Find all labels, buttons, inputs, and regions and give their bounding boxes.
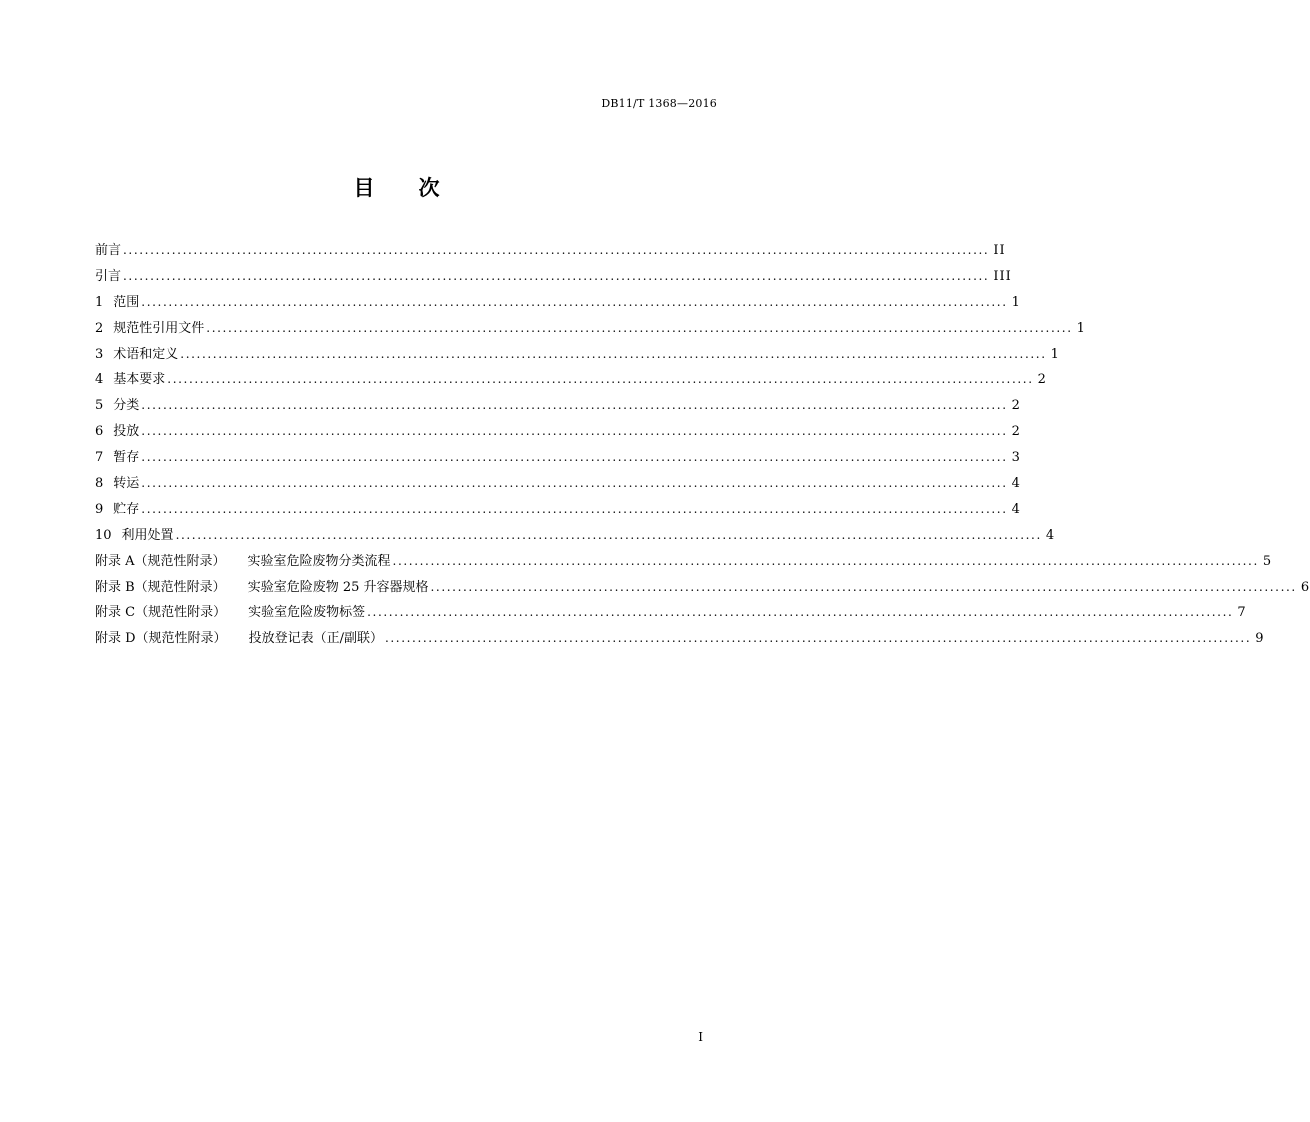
toc-entry-title: 附录 A（规范性附录） <box>95 553 226 569</box>
toc-entry-title: 术语和定义 <box>113 346 179 362</box>
toc-entry-number: 7 <box>95 450 104 466</box>
toc-entry-page: 2 <box>1037 372 1047 388</box>
toc-entry-number: 2 <box>95 320 104 336</box>
toc-entry[interactable] <box>95 549 1273 575</box>
toc-entry-page: 1 <box>1011 294 1021 310</box>
toc-entry-number: 3 <box>95 346 104 362</box>
toc-entry[interactable] <box>95 497 1021 523</box>
toc-entry-title: 转运 <box>113 476 140 492</box>
toc-entry[interactable] <box>95 575 1310 601</box>
toc-dot-leader: ................................................................................................................................................................ <box>392 553 1259 568</box>
page-number: I <box>698 1030 703 1044</box>
toc-dot-leader: ................................................................................................................................................................ <box>123 268 990 283</box>
toc-dot-leader: ................................................................................................................................................................ <box>206 320 1073 335</box>
toc-entry-number: 9 <box>95 501 104 517</box>
toc-entry-page: 4 <box>1045 527 1056 543</box>
toc-entry[interactable] <box>95 471 1021 497</box>
toc-entry-page: 2 <box>1011 424 1021 440</box>
table-of-contents <box>95 238 1310 652</box>
toc-dot-leader: ................................................................................................................................................................ <box>141 294 1008 309</box>
toc-dot-leader: ................................................................................................................................................................ <box>141 398 1008 413</box>
toc-entry-title: 贮存 <box>113 501 140 517</box>
toc-dot-leader: ................................................................................................................................................................ <box>141 450 1008 465</box>
toc-entry-title: 引言 <box>95 268 122 284</box>
toc-entry[interactable] <box>95 523 1056 549</box>
toc-entry[interactable] <box>95 290 1021 316</box>
toc-entry[interactable] <box>95 367 1047 393</box>
toc-entry[interactable] <box>95 238 1006 264</box>
toc-dot-leader: ................................................................................................................................................................ <box>430 579 1297 594</box>
toc-dot-leader: ................................................................................................................................................................ <box>175 527 1042 542</box>
toc-entry-subtitle: 实验室危险废物标签 <box>248 605 366 621</box>
toc-entry-title: 规范性引用文件 <box>113 320 205 336</box>
toc-entry-page: III <box>993 268 1012 284</box>
toc-entry-title: 分类 <box>113 398 140 414</box>
toc-dot-leader: ................................................................................................................................................................ <box>180 346 1047 361</box>
document-code: DB11/T 1368—2016 <box>601 97 717 110</box>
toc-entry-title: 利用处置 <box>121 527 174 543</box>
toc-entry-page: 1 <box>1076 320 1086 336</box>
toc-entry-title: 附录 B（规范性附录） <box>95 579 226 595</box>
toc-entry[interactable] <box>95 445 1021 471</box>
toc-dot-leader: ................................................................................................................................................................ <box>167 372 1034 387</box>
toc-entry-page: 1 <box>1050 346 1060 362</box>
toc-entry-page: 2 <box>1011 398 1021 414</box>
toc-entry-title: 附录 C（规范性附录） <box>95 605 227 621</box>
toc-entry-page: 4 <box>1011 476 1021 492</box>
toc-entry[interactable] <box>95 342 1060 368</box>
toc-entry-page: 6 <box>1300 579 1310 595</box>
toc-entry-title: 附录 D（规范性附录） <box>95 631 227 647</box>
toc-entry-title: 基本要求 <box>113 372 166 388</box>
toc-entry-number: 1 <box>95 294 104 310</box>
toc-dot-leader: ................................................................................................................................................................ <box>141 501 1008 516</box>
toc-dot-leader: ................................................................................................................................................................ <box>384 631 1252 646</box>
toc-entry-number: 8 <box>95 476 104 492</box>
toc-entry-page: 5 <box>1262 553 1273 569</box>
toc-dot-leader: ................................................................................................................................................................ <box>141 424 1008 439</box>
toc-entry[interactable] <box>95 316 1086 342</box>
toc-entry-number: 6 <box>95 424 104 440</box>
toc-entry[interactable] <box>95 600 1247 626</box>
toc-entry-subtitle: 实验室危险废物分类流程 <box>247 553 391 569</box>
toc-entry-title: 投放 <box>113 424 140 440</box>
toc-dot-leader: ................................................................................................................................................................ <box>123 243 990 257</box>
toc-entry-page: II <box>993 243 1006 258</box>
toc-entry-page: 4 <box>1011 501 1021 517</box>
toc-entry-subtitle: 投放登记表（正/副联） <box>248 631 383 647</box>
toc-entry-subtitle: 实验室危险废物 25 升容器规格 <box>247 579 429 595</box>
toc-entry-title: 范围 <box>113 294 140 310</box>
toc-title: 目次 <box>353 176 484 200</box>
toc-entry-page: 7 <box>1237 605 1247 621</box>
toc-entry-number: 4 <box>95 372 104 388</box>
toc-entry-number: 5 <box>95 398 104 414</box>
toc-entry[interactable] <box>95 419 1021 445</box>
toc-entry-title: 暂存 <box>113 450 140 466</box>
toc-entry-page: 9 <box>1255 631 1265 647</box>
toc-dot-leader: ................................................................................................................................................................ <box>141 476 1008 491</box>
toc-entry-number: 10 <box>95 527 112 543</box>
toc-dot-leader: ................................................................................................................................................................ <box>367 605 1234 620</box>
toc-entry[interactable] <box>95 393 1021 419</box>
toc-entry[interactable] <box>95 626 1265 652</box>
toc-entry-title: 前言 <box>95 243 122 258</box>
toc-entry[interactable] <box>95 264 1012 290</box>
toc-entry-page: 3 <box>1011 450 1021 466</box>
